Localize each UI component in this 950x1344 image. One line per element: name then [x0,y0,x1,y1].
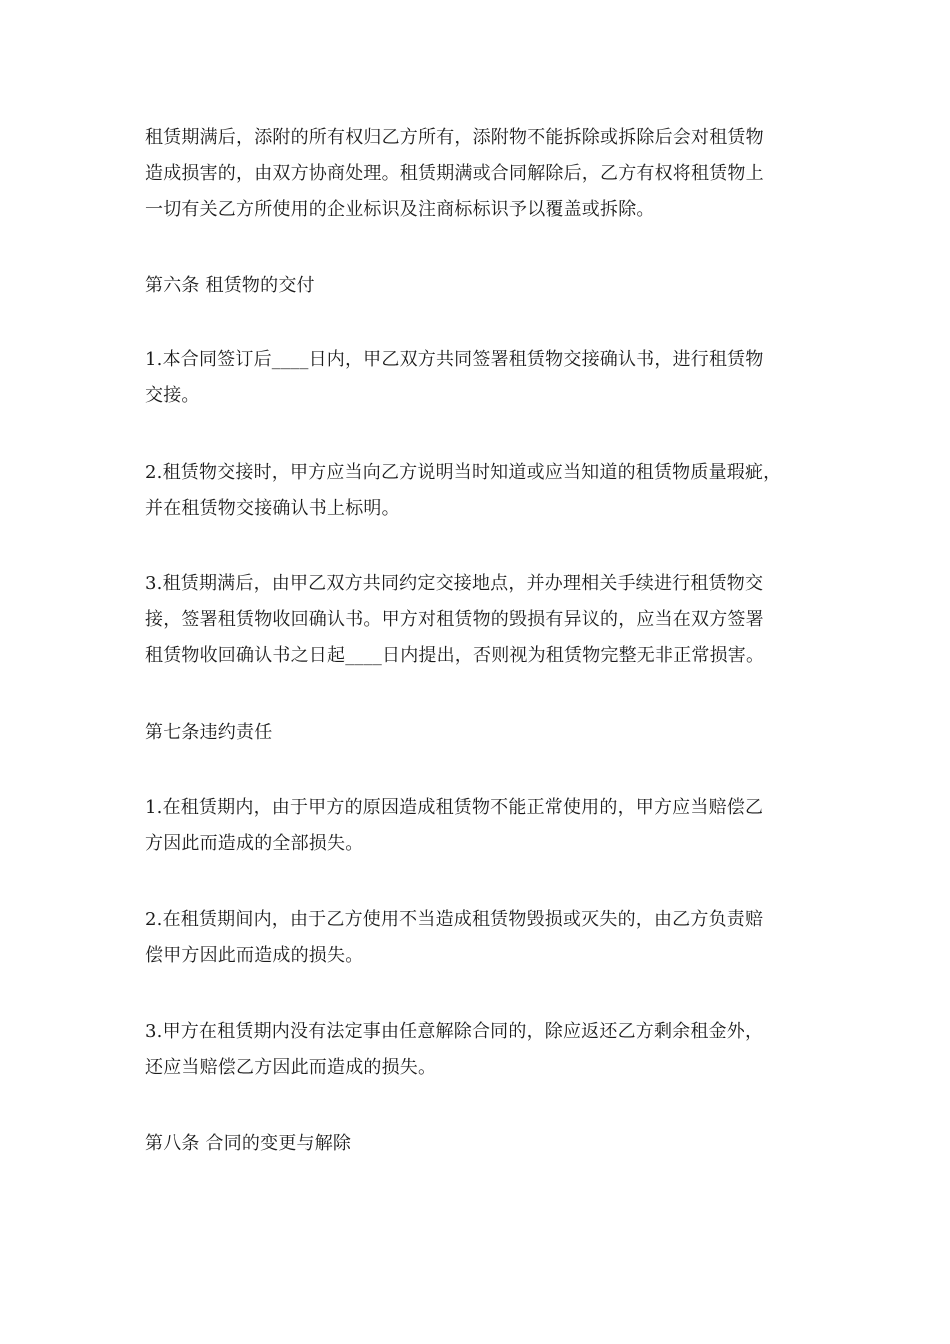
heading-text: 第七条违约责任 [145,722,273,743]
text-line: 一切有关乙方所使用的企业标识及注商标标识予以覆盖或拆除。 [145,199,655,220]
paragraph-fixtures-ownership [145,120,835,228]
text-line: 造成损害的，由双方协商处理。租赁期满或合同解除后，乙方有权将租赁物上 [145,163,764,184]
text-line: 3.租赁期满后，由甲乙双方共同约定交接地点，并办理相关手续进行租赁物交 [145,573,764,594]
text-line: 2.租赁物交接时，甲方应当向乙方说明当时知道或应当知道的租赁物质量瑕疵， [145,462,782,483]
text-line: 交接。 [145,385,200,406]
text-line: 1.在租赁期内，由于甲方的原因造成租赁物不能正常使用的，甲方应当赔偿乙 [145,797,764,818]
text-line: 租赁期满后，添附的所有权归乙方所有，添附物不能拆除或拆除后会对租赁物 [145,127,764,148]
heading-text: 第六条 租赁物的交付 [145,275,315,296]
paragraph-6-2 [145,455,835,527]
paragraph-7-1 [145,790,835,862]
text-line: 接，签署租赁物收回确认书。甲方对租赁物的毁损有异议的，应当在双方签署 [145,609,764,630]
heading-article-7 [145,715,835,751]
text-line: 还应当赔偿乙方因此而造成的损失。 [145,1057,437,1078]
heading-text: 第八条 合同的变更与解除 [145,1133,352,1154]
text-line: 租赁物收回确认书之日起____日内提出，否则视为租赁物完整无非正常损害。 [145,645,765,666]
text-line: 2.在租赁期间内，由于乙方使用不当造成租赁物毁损或灭失的，由乙方负责赔 [145,909,764,930]
text-line: 方因此而造成的全部损失。 [145,833,364,854]
paragraph-7-2 [145,902,835,974]
paragraph-7-3 [145,1014,835,1086]
heading-article-8 [145,1126,835,1162]
text-line: 1.本合同签订后____日内，甲乙双方共同签署租赁物交接确认书，进行租赁物 [145,349,764,370]
paragraph-6-1 [145,342,835,414]
text-line: 3.甲方在租赁期内没有法定事由任意解除合同的，除应返还乙方剩余租金外， [145,1021,764,1042]
text-line: 并在租赁物交接确认书上标明。 [145,498,400,519]
heading-article-6 [145,268,835,304]
text-line: 偿甲方因此而造成的损失。 [145,945,364,966]
paragraph-6-3 [145,566,835,674]
